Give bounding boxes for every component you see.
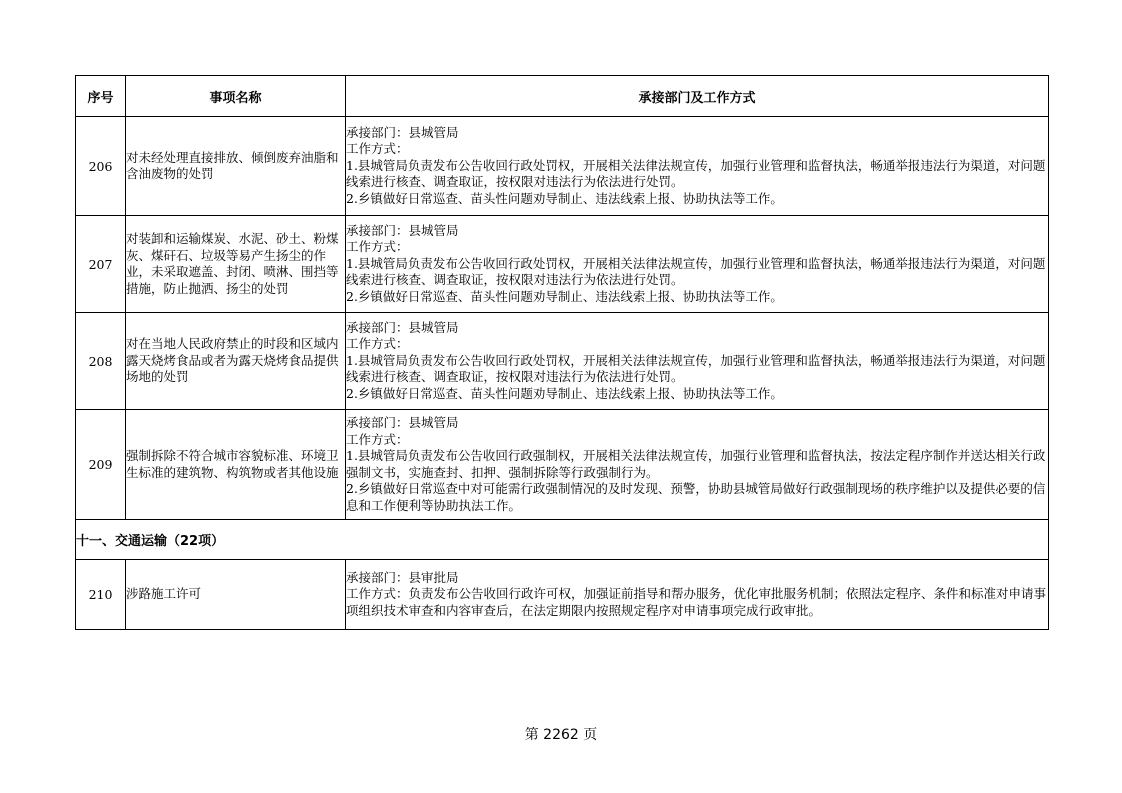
section-heading: 十一、交通运输（22项） (76, 520, 1049, 560)
item-name: 强制拆除不符合城市容貌标准、环境卫生标准的建筑物、构筑物或者其他设施 (126, 410, 346, 520)
table-row (76, 410, 1049, 520)
page-number: 第 2262 页 (524, 727, 598, 743)
table-row (76, 560, 1049, 630)
method-item-1: 1.县城管局负责发布公告收回行政处罚权，开展相关法律法规宣传，加强行业管理和监督执法，畅通举报违法行为渠道，对问题线索进行核查、调查取证，按权限对违法行为依法进行处罚。 (346, 157, 1046, 190)
item-name: 涉路施工许可 (126, 560, 346, 630)
method-item-1: 1.县城管局负责发布公告收回行政处罚权，开展相关法律法规宣传，加强行业管理和监督执法，畅通举报违法行为渠道，对问题线索进行核查、调查取证，按权限对违法行为依法进行处罚。 (346, 352, 1046, 385)
method-item-2: 2.乡镇做好日常巡查、苗头性问题劝导制止、违法线索上报、协助执法等工作。 (346, 288, 783, 304)
section-row (76, 520, 1049, 560)
table-row (76, 216, 1049, 313)
method-item-2: 2.乡镇做好日常巡查中对可能需行政强制情况的及时发现、预警，协助县城管局做好行政强制现场的秩序维护以及提供必要的信息和工作便利等协助执法工作。 (346, 481, 1046, 513)
header-no: 序号 (76, 76, 126, 117)
header-name: 事项名称 (126, 76, 346, 117)
mode-line: 工作方式：负责发布公告收回行政许可权，加强证前指导和帮办服务，优化审批服务机制；依照法定程序、条件和标准对申请事项组织技术审查和内容审查后，在法定期限内按照规定程序对申请事项完成行政审批。 (346, 586, 1047, 618)
item-name: 对未经处理直接排放、倾倒废弃油脂和含油废物的处罚 (126, 117, 346, 216)
mode-line: 工作方式： (346, 431, 409, 447)
work-method (346, 560, 1049, 630)
work-method (346, 117, 1049, 216)
row-number: 208 (76, 313, 126, 410)
row-number: 210 (76, 560, 126, 630)
item-name: 对在当地人民政府禁止的时段和区域内露天烧烤食品或者为露天烧烤食品提供场地的处罚 (126, 313, 346, 410)
dept-line: 承接部门：县城管局 (346, 124, 459, 140)
dept-line: 承接部门：县审批局 (346, 569, 459, 585)
table-header-row (76, 76, 1049, 117)
mode-line: 工作方式： (346, 336, 409, 352)
work-method (346, 410, 1049, 520)
method-item-1: 1.县城管局负责发布公告收回行政处罚权，开展相关法律法规宣传，加强行业管理和监督执法，畅通举报违法行为渠道，对问题线索进行核查、调查取证，按权限对违法行为依法进行处罚。 (346, 255, 1046, 288)
work-method (346, 216, 1049, 313)
dept-line: 承接部门：县城管局 (346, 319, 459, 335)
method-item-2: 2.乡镇做好日常巡查、苗头性问题劝导制止、违法线索上报、协助执法等工作。 (346, 190, 783, 206)
header-method: 承接部门及工作方式 (346, 76, 1049, 117)
mode-line: 工作方式： (346, 239, 409, 255)
row-number: 209 (76, 410, 126, 520)
table-row (76, 117, 1049, 216)
document-table (75, 75, 1049, 630)
table-row (76, 313, 1049, 410)
dept-line: 承接部门：县城管局 (346, 222, 459, 238)
dept-line: 承接部门：县城管局 (346, 415, 459, 430)
method-item-1: 1.县城管局负责发布公告收回行政强制权，开展相关法律法规宣传，加强行业管理和监督执法，按法定程序制作并送达相关行政强制文书，实施查封、扣押、强制拆除等行政强制行为。 (346, 448, 1046, 480)
mode-line: 工作方式： (346, 141, 409, 157)
row-number: 207 (76, 216, 126, 313)
row-number: 206 (76, 117, 126, 216)
method-item-2: 2.乡镇做好日常巡查、苗头性问题劝导制止、违法线索上报、协助执法等工作。 (346, 385, 783, 401)
work-method (346, 313, 1049, 410)
item-name: 对装卸和运输煤炭、水泥、砂土、粉煤灰、煤矸石、垃圾等易产生扬尘的作业，未采取遮盖、封闭、喷淋、围挡等措施，防止抛洒、扬尘的处罚 (126, 216, 346, 313)
